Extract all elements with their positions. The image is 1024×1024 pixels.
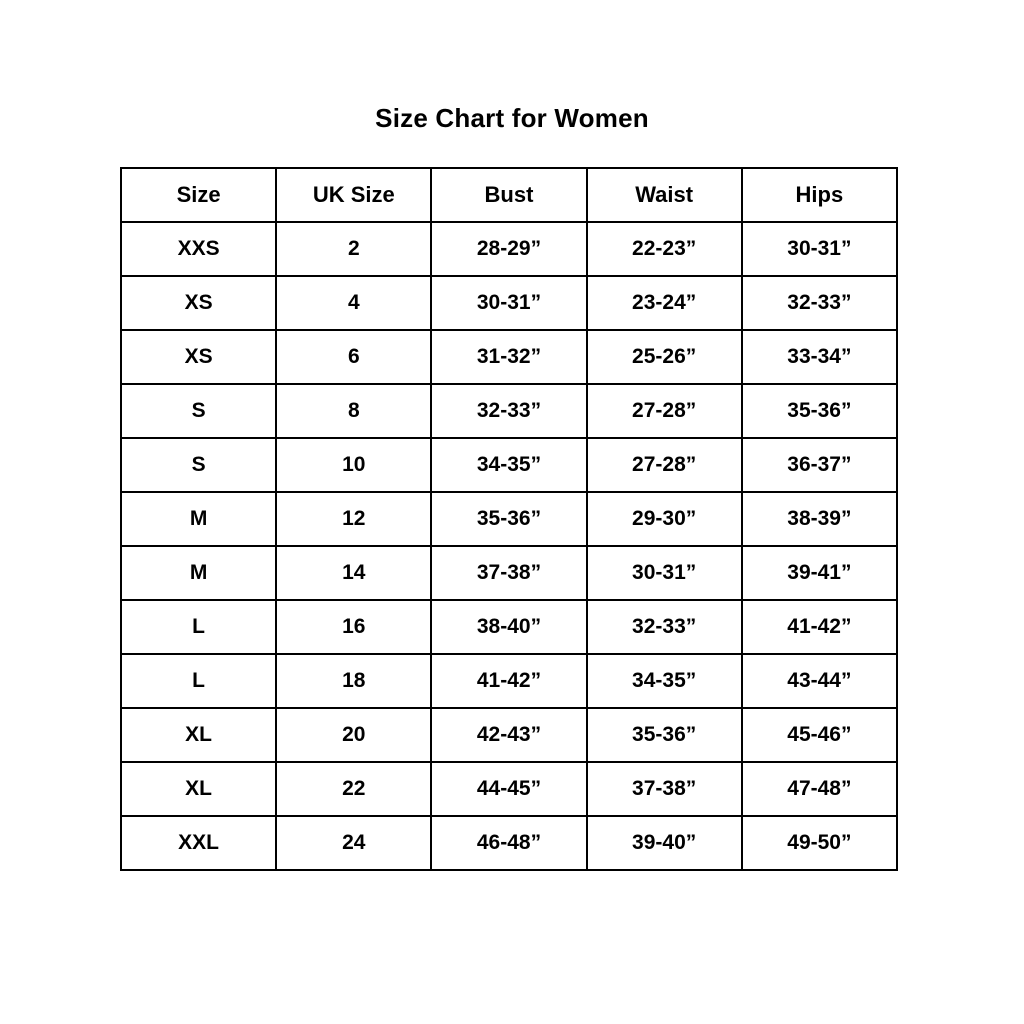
table-cell: 34-35”: [431, 438, 586, 492]
table-cell: 30-31”: [587, 546, 742, 600]
table-cell: 4: [276, 276, 431, 330]
table-cell: 18: [276, 654, 431, 708]
table-cell: 16: [276, 600, 431, 654]
table-cell: 39-41”: [742, 546, 897, 600]
table-row: [121, 708, 897, 762]
table-cell: 8: [276, 384, 431, 438]
column-header-waist: Waist: [587, 168, 742, 222]
table-cell: XXL: [121, 816, 276, 870]
column-header-bust: Bust: [431, 168, 586, 222]
table-cell: 27-28”: [587, 438, 742, 492]
table-cell: 25-26”: [587, 330, 742, 384]
table-cell: XS: [121, 330, 276, 384]
table-row: [121, 438, 897, 492]
table-cell: 28-29”: [431, 222, 586, 276]
table-cell: 41-42”: [742, 600, 897, 654]
table-cell: 37-38”: [431, 546, 586, 600]
table-cell: 37-38”: [587, 762, 742, 816]
table-cell: 34-35”: [587, 654, 742, 708]
table-row: [121, 492, 897, 546]
page-title: Size Chart for Women: [375, 103, 649, 133]
table-cell: 2: [276, 222, 431, 276]
table-row: [121, 816, 897, 870]
table-cell: 39-40”: [587, 816, 742, 870]
table-cell: 31-32”: [431, 330, 586, 384]
table-cell: 10: [276, 438, 431, 492]
table-header-row: [121, 168, 897, 222]
table-cell: 49-50”: [742, 816, 897, 870]
table-row: [121, 546, 897, 600]
table-row: [121, 276, 897, 330]
table-head: [121, 168, 897, 222]
table-cell: 27-28”: [587, 384, 742, 438]
table-cell: 30-31”: [742, 222, 897, 276]
table-cell: 24: [276, 816, 431, 870]
table-cell: 42-43”: [431, 708, 586, 762]
table-row: [121, 384, 897, 438]
table-cell: 22-23”: [587, 222, 742, 276]
table-cell: 32-33”: [742, 276, 897, 330]
table-row: [121, 762, 897, 816]
table-cell: 33-34”: [742, 330, 897, 384]
table-row: [121, 330, 897, 384]
table-row: [121, 222, 897, 276]
table-cell: 32-33”: [587, 600, 742, 654]
column-header-size: Size: [121, 168, 276, 222]
table-cell: M: [121, 546, 276, 600]
table-cell: S: [121, 384, 276, 438]
table-cell: 30-31”: [431, 276, 586, 330]
table-cell: 35-36”: [431, 492, 586, 546]
table-cell: 22: [276, 762, 431, 816]
table-cell: 38-39”: [742, 492, 897, 546]
column-header-hips: Hips: [742, 168, 897, 222]
table-cell: 35-36”: [742, 384, 897, 438]
table-cell: 47-48”: [742, 762, 897, 816]
table-cell: 14: [276, 546, 431, 600]
table-cell: 45-46”: [742, 708, 897, 762]
table-cell: 35-36”: [587, 708, 742, 762]
table-cell: 29-30”: [587, 492, 742, 546]
table-cell: S: [121, 438, 276, 492]
table-cell: XL: [121, 762, 276, 816]
table-cell: 23-24”: [587, 276, 742, 330]
table-cell: 43-44”: [742, 654, 897, 708]
table-cell: M: [121, 492, 276, 546]
table-cell: L: [121, 600, 276, 654]
table-cell: 6: [276, 330, 431, 384]
size-chart-table: [120, 167, 898, 871]
table-cell: 44-45”: [431, 762, 586, 816]
table-cell: 41-42”: [431, 654, 586, 708]
table-body: [121, 222, 897, 870]
table-cell: 46-48”: [431, 816, 586, 870]
table-cell: 12: [276, 492, 431, 546]
table-cell: 20: [276, 708, 431, 762]
table-row: [121, 600, 897, 654]
table-row: [121, 654, 897, 708]
table-cell: 32-33”: [431, 384, 586, 438]
column-header-uk-size: UK Size: [276, 168, 431, 222]
table-cell: 38-40”: [431, 600, 586, 654]
table-cell: XXS: [121, 222, 276, 276]
table-cell: XS: [121, 276, 276, 330]
table-cell: XL: [121, 708, 276, 762]
table-cell: L: [121, 654, 276, 708]
table-cell: 36-37”: [742, 438, 897, 492]
